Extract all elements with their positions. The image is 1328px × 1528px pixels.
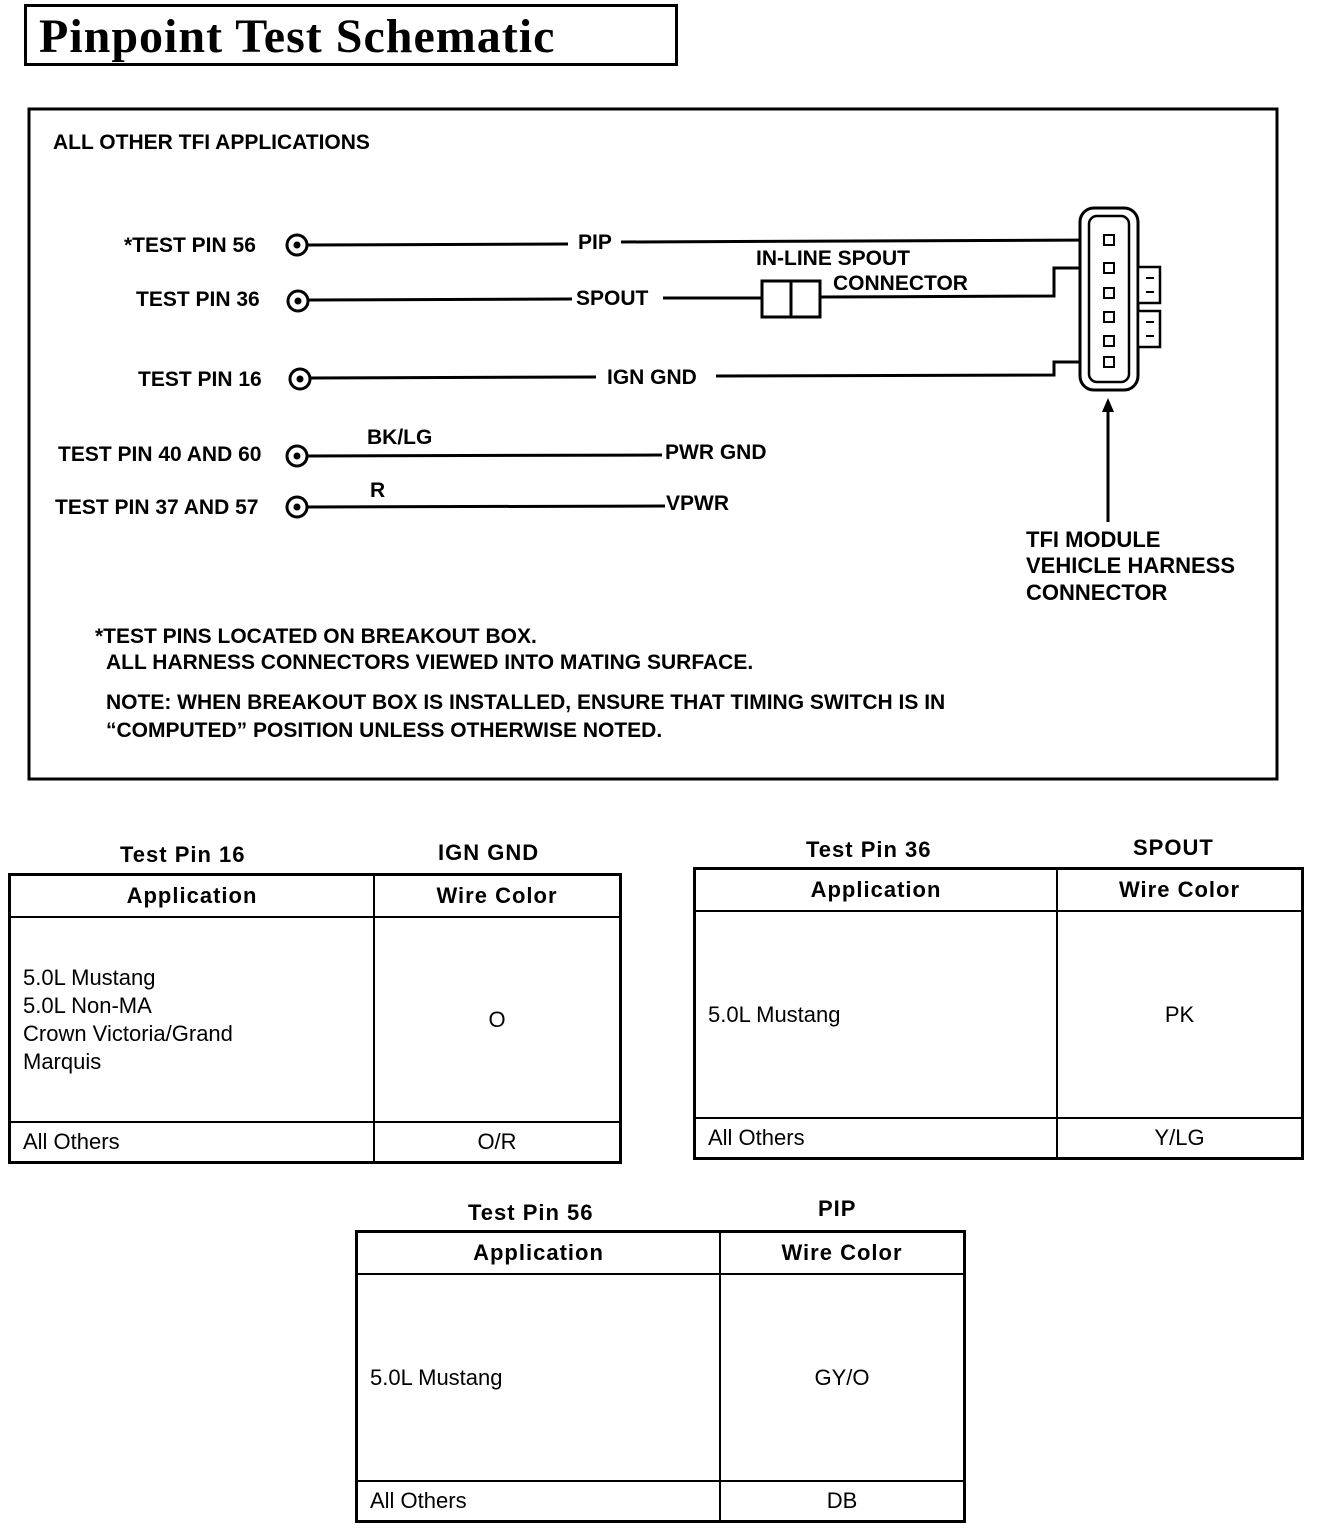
- note-line-4: “COMPUTED” POSITION UNLESS OTHERWISE NOTED.: [106, 719, 663, 742]
- pin36-col-wire-color: Wire Color: [1057, 869, 1303, 912]
- pwr-gnd-wire-color: BK/LG: [367, 426, 433, 449]
- table-row: [695, 1118, 1303, 1159]
- pin56-table-signal: PIP: [818, 1196, 857, 1221]
- pin56-row1-application: 5.0L Mustang: [357, 1274, 721, 1481]
- pin56-table-title: Test Pin 56: [468, 1200, 594, 1225]
- note-line-3: NOTE: WHEN BREAKOUT BOX IS INSTALLED, ENSURE THAT TIMING SWITCH IS IN: [106, 691, 946, 714]
- pin56-row2-color: DB: [720, 1481, 965, 1522]
- table-row: [357, 1481, 965, 1522]
- tfi-module-connector: [1080, 208, 1160, 390]
- pin36-row2-application: All Others: [695, 1118, 1058, 1159]
- vpwr-signal-label: VPWR: [666, 492, 729, 515]
- page-title: Pinpoint Test Schematic: [39, 10, 556, 63]
- table-row: [10, 1122, 621, 1163]
- pin16-row2-color: O/R: [374, 1122, 621, 1163]
- test-pin-37-57-label: TEST PIN 37 AND 57: [55, 496, 259, 519]
- table-row: [695, 911, 1303, 1118]
- table-row: [10, 917, 621, 1122]
- pin56-row2-application: All Others: [357, 1481, 721, 1522]
- app-line: Marquis: [23, 1048, 102, 1074]
- pin16-row2-application: All Others: [10, 1122, 375, 1163]
- pin36-row1-application: 5.0L Mustang: [695, 911, 1058, 1118]
- module-label-line3: CONNECTOR: [1026, 580, 1168, 605]
- pip-signal-label: PIP: [578, 231, 612, 254]
- test-pin-40-60-label: TEST PIN 40 AND 60: [58, 443, 262, 466]
- ign-gnd-wire-right: [716, 362, 1099, 376]
- pin16-table-signal: IGN GND: [438, 840, 540, 865]
- pwr-gnd-wire: [307, 455, 662, 456]
- module-label-line1: TFI MODULE: [1026, 527, 1161, 552]
- pin36-wire-color-table: [693, 867, 1304, 1160]
- pin36-table-title: Test Pin 36: [806, 837, 932, 862]
- table-row: [357, 1274, 965, 1481]
- inline-connector-label-line1: IN-LINE SPOUT: [756, 247, 911, 270]
- inline-connector-label-line2: CONNECTOR: [833, 272, 968, 295]
- app-line: Crown Victoria/Grand: [23, 1020, 233, 1046]
- pin36-row1-color: PK: [1057, 911, 1303, 1118]
- pin36-table-signal: SPOUT: [1133, 835, 1214, 860]
- pin36-row2-color: Y/LG: [1057, 1118, 1303, 1159]
- pin16-table-title: Test Pin 16: [120, 842, 246, 867]
- pip-wire-right: [621, 240, 1099, 242]
- spout-signal-label: SPOUT: [576, 287, 649, 310]
- schematic-heading: ALL OTHER TFI APPLICATIONS: [53, 131, 370, 154]
- pin36-col-application: Application: [695, 869, 1058, 912]
- pin56-col-wire-color: Wire Color: [720, 1232, 965, 1275]
- test-pin-36-label: TEST PIN 36: [136, 288, 260, 311]
- pin56-row1-color: GY/O: [720, 1274, 965, 1481]
- app-line: 5.0L Non-MA: [23, 992, 152, 1018]
- pin56-col-application: Application: [357, 1232, 721, 1275]
- pin16-row1-color: O: [374, 917, 621, 1122]
- note-line-2: ALL HARNESS CONNECTORS VIEWED INTO MATING SURFACE.: [106, 651, 754, 674]
- pin16-row1-application: [10, 917, 375, 1122]
- pwr-gnd-signal-label: PWR GND: [665, 441, 767, 464]
- pin56-wire-color-table: [355, 1230, 966, 1523]
- test-pin-56-label: *TEST PIN 56: [124, 234, 256, 257]
- module-label-line2: VEHICLE HARNESS: [1026, 553, 1236, 578]
- app-line: 5.0L Mustang: [23, 964, 156, 990]
- test-pin-16-label: TEST PIN 16: [138, 368, 262, 391]
- vpwr-wire-color: R: [370, 479, 386, 502]
- pin16-wire-color-table: [8, 873, 622, 1164]
- ign-gnd-wire-left: [310, 377, 596, 378]
- vpwr-wire: [307, 506, 665, 507]
- pin16-col-wire-color: Wire Color: [374, 875, 621, 918]
- pip-wire-left: [307, 244, 568, 245]
- ign-gnd-signal-label: IGN GND: [607, 366, 697, 389]
- note-line-1: *TEST PINS LOCATED ON BREAKOUT BOX.: [95, 625, 537, 648]
- pin16-col-application: Application: [10, 875, 375, 918]
- spout-wire-left: [308, 299, 572, 300]
